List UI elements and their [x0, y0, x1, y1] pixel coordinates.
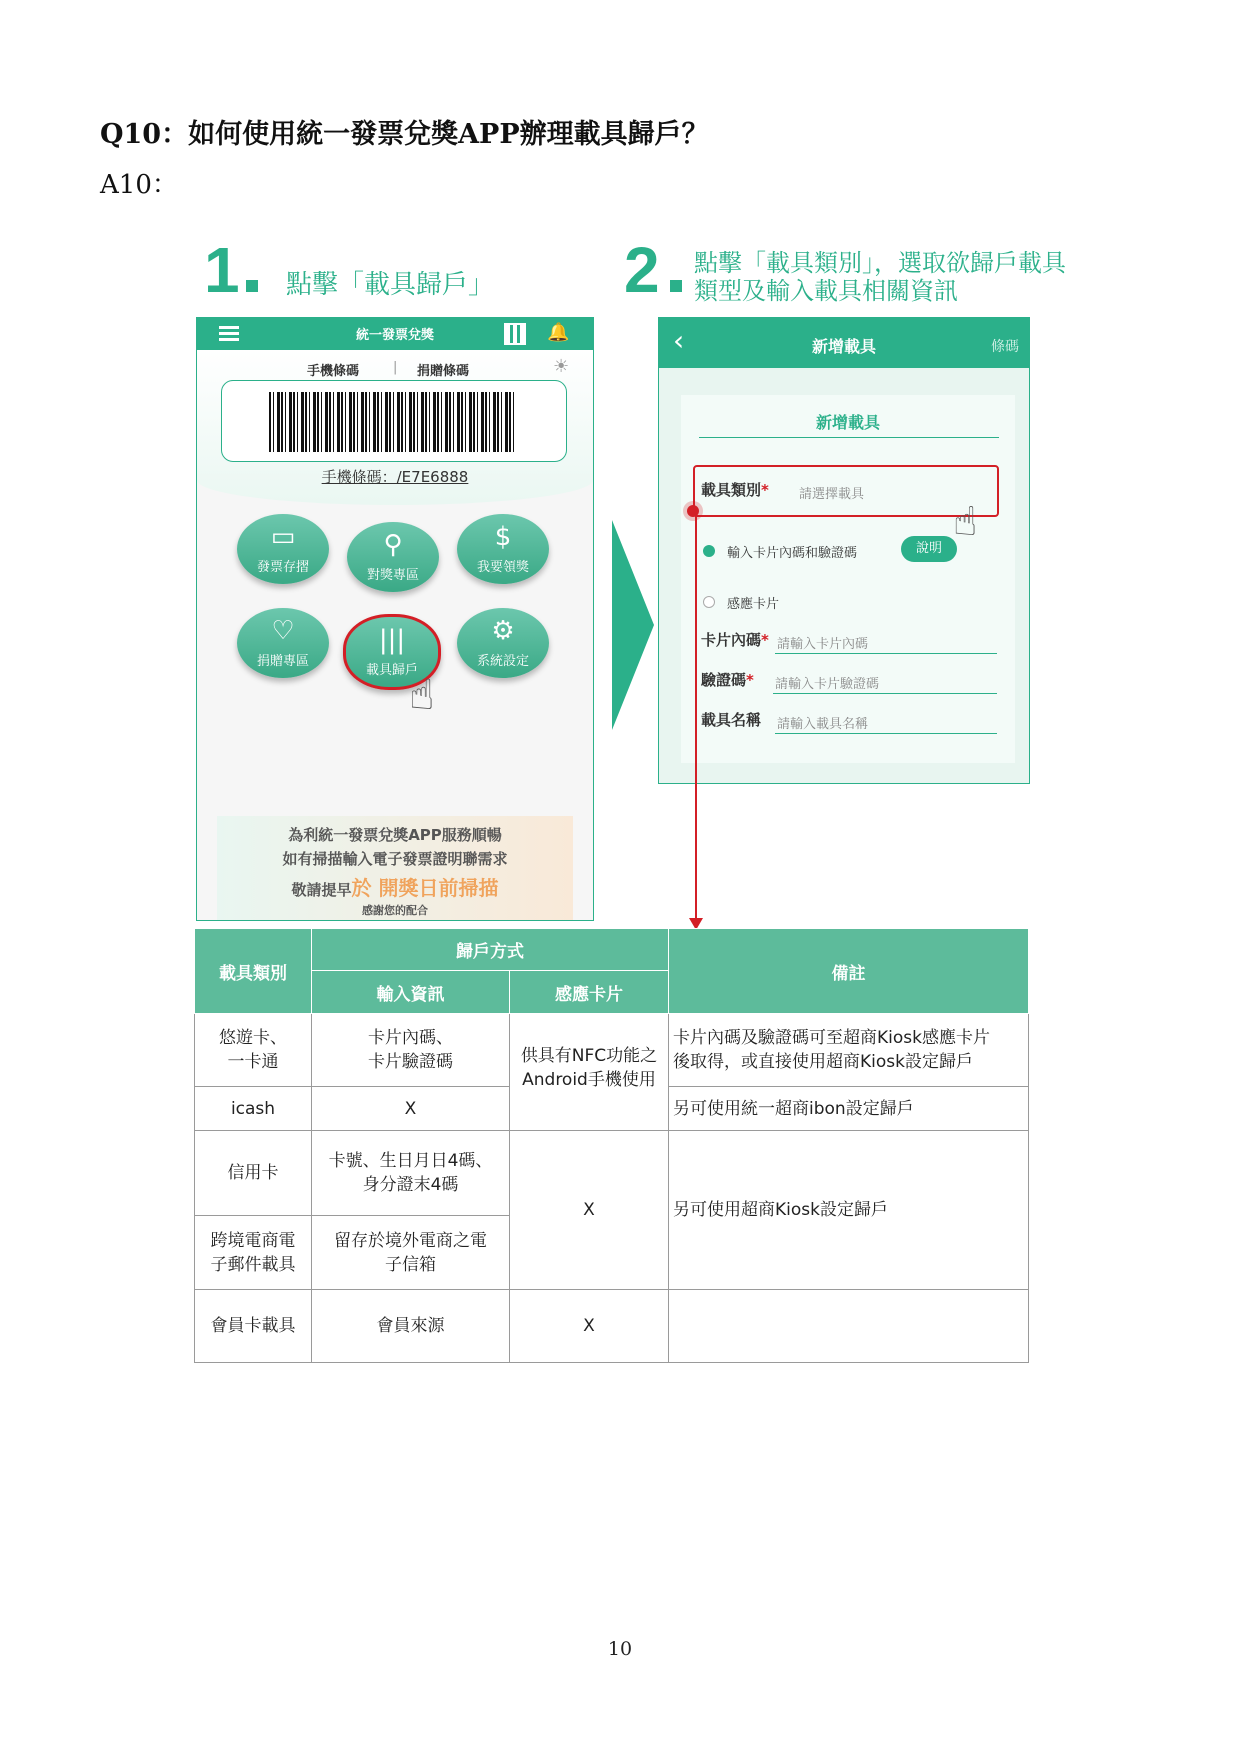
cell-type: 跨境電商電 子郵件載具: [195, 1216, 312, 1290]
page-number: 10: [607, 1638, 633, 1660]
step1-number: 1: [204, 234, 240, 306]
step1-text: 點擊「載具歸戶」: [286, 270, 495, 300]
answer-label: A10：: [100, 170, 178, 200]
header-method: 歸戶方式: [312, 929, 669, 971]
button-settings[interactable]: ⚙ 系統設定: [457, 608, 549, 678]
option-input-code-label: 輸入卡片內碼和驗證碼: [727, 546, 858, 561]
button-invoice-passbook[interactable]: ▭ 發票存摺: [237, 514, 329, 584]
cell-input: 留存於境外電商之電 子信箱: [312, 1216, 510, 1290]
red-connector-line: [695, 510, 697, 920]
app-title: 統一發票兌獎: [355, 328, 434, 343]
card-code-input[interactable]: 請輸入卡片內碼: [777, 637, 869, 652]
pointer-dot: [687, 505, 699, 517]
hand-pointer-icon: ☝: [409, 670, 435, 719]
tab-mobile-barcode[interactable]: 手機條碼: [307, 364, 360, 379]
cell-note: [669, 1290, 1029, 1363]
card-code-underline: [775, 653, 997, 654]
cell-type: 悠遊卡、 一卡通: [195, 1014, 312, 1087]
step2-number: 2: [624, 234, 660, 306]
step2-text-line1: 點擊「載具類別」，選取欲歸戶載具: [694, 249, 1066, 277]
heart-icon: ♡: [271, 616, 295, 646]
table-row: [195, 1014, 1029, 1087]
cell-input: 卡號、生日月日4碼、 身分證末4碼: [312, 1131, 510, 1216]
cell-input: X: [312, 1087, 510, 1131]
header-sense-card: 感應卡片: [510, 971, 669, 1014]
app-topbar: [197, 318, 593, 350]
title-underline: [699, 437, 999, 438]
add-carrier-form: [681, 395, 1015, 763]
button-donation[interactable]: ♡ 捐贈專區: [237, 608, 329, 678]
cell-input: 會員來源: [312, 1290, 510, 1363]
notice-line-4: 感謝您的配合: [362, 904, 428, 917]
cell-note: 另可使用統一超商ibon設定歸戶: [669, 1087, 1029, 1131]
add-carrier-screenshot: [658, 317, 1030, 784]
step1-dot: [246, 280, 258, 292]
barcode-card: [197, 350, 593, 505]
table-row: [195, 1290, 1029, 1363]
button-carrier-registration[interactable]: ||| 載具歸戶: [343, 614, 441, 690]
cell-input: 卡片內碼、 卡片驗證碼: [312, 1014, 510, 1087]
topbar-barcode-link[interactable]: 條碼: [991, 339, 1019, 355]
carrier-type-label: 載具類別*: [701, 481, 769, 499]
explain-button[interactable]: 說明: [901, 536, 957, 562]
carrier-name-underline: [775, 733, 997, 734]
notice-line-1: 為利統一發票兌獎APP服務順暢: [288, 826, 502, 844]
barcode-number: 手機條碼：/E7E6888: [321, 468, 469, 486]
header-carrier-type: 載具類別: [195, 929, 312, 1014]
barcode-icon: |||: [378, 625, 406, 655]
cell-type: 信用卡: [195, 1131, 312, 1216]
gear-icon: ⚙: [491, 616, 515, 646]
notice-banner: [217, 816, 573, 920]
tab-donate-barcode[interactable]: 捐贈條碼: [417, 364, 470, 379]
button-claim-prize[interactable]: $ 我要領獎: [457, 514, 549, 584]
table-row: [195, 1131, 1029, 1216]
cell-type: 會員卡載具: [195, 1290, 312, 1363]
cell-note-kiosk: 另可使用超商Kiosk設定歸戶: [669, 1131, 1029, 1290]
button-prize-check[interactable]: ⚲ 對獎專區: [347, 522, 439, 592]
cell-sense-x: X: [510, 1131, 669, 1290]
option-sense-card-label: 感應卡片: [727, 597, 780, 612]
search-icon: ⚲: [383, 530, 403, 560]
carrier-type-select[interactable]: 請選擇載具: [799, 487, 865, 502]
verify-code-label: 驗證碼*: [701, 671, 754, 689]
verify-code-underline: [773, 693, 997, 694]
form-title: 新增載具: [815, 413, 880, 432]
arrow-right-icon: [612, 520, 654, 730]
carrier-table: [194, 928, 1029, 1363]
bell-icon[interactable]: 🔔: [547, 322, 570, 343]
cell-sense: X: [510, 1290, 669, 1363]
tab-divider: |: [393, 360, 398, 375]
card-code-label: 卡片內碼*: [701, 631, 769, 649]
step2-text-line2: 類型及輸入載具相關資訊: [694, 277, 958, 305]
notice-line-3: 敬請提早於 開獎日前掃描: [291, 876, 499, 900]
back-chevron-icon[interactable]: ‹: [673, 324, 685, 357]
receipt-icon: ▭: [270, 522, 296, 552]
notice-line-2: 如有掃描輸入電子發票證明聯需求: [282, 850, 508, 868]
verify-code-input[interactable]: 請輸入卡片驗證碼: [775, 677, 880, 692]
qr-code-icon[interactable]: [504, 323, 526, 345]
header-note: 備註: [669, 929, 1029, 1014]
carrier-name-input[interactable]: 請輸入載具名稱: [777, 717, 869, 732]
topbar-title: 新增載具: [811, 337, 876, 356]
radio-input-code[interactable]: [703, 545, 715, 557]
cell-note: 卡片內碼及驗證碼可至超商Kiosk感應卡片 後取得，或直接使用超商Kiosk設定歸戶: [669, 1014, 1029, 1087]
header-input-info: 輸入資訊: [312, 971, 510, 1014]
brightness-icon[interactable]: ☀: [553, 356, 570, 377]
carrier-name-label: 載具名稱: [701, 711, 762, 729]
dollar-icon: $: [494, 522, 512, 552]
cell-sense-nfc: 供具有NFC功能之 Android手機使用: [510, 1014, 669, 1131]
radio-sense-card[interactable]: [703, 596, 715, 608]
question-heading: Q10：如何使用統一發票兌獎APP辦理載具歸戶？: [100, 119, 709, 150]
app-home-screenshot: [196, 317, 594, 921]
add-carrier-topbar: [659, 318, 1029, 368]
step2-dot: [670, 280, 682, 292]
cell-type: icash: [195, 1087, 312, 1131]
barcode-image: [269, 392, 517, 452]
hand-pointer-icon: ☝: [953, 499, 978, 545]
